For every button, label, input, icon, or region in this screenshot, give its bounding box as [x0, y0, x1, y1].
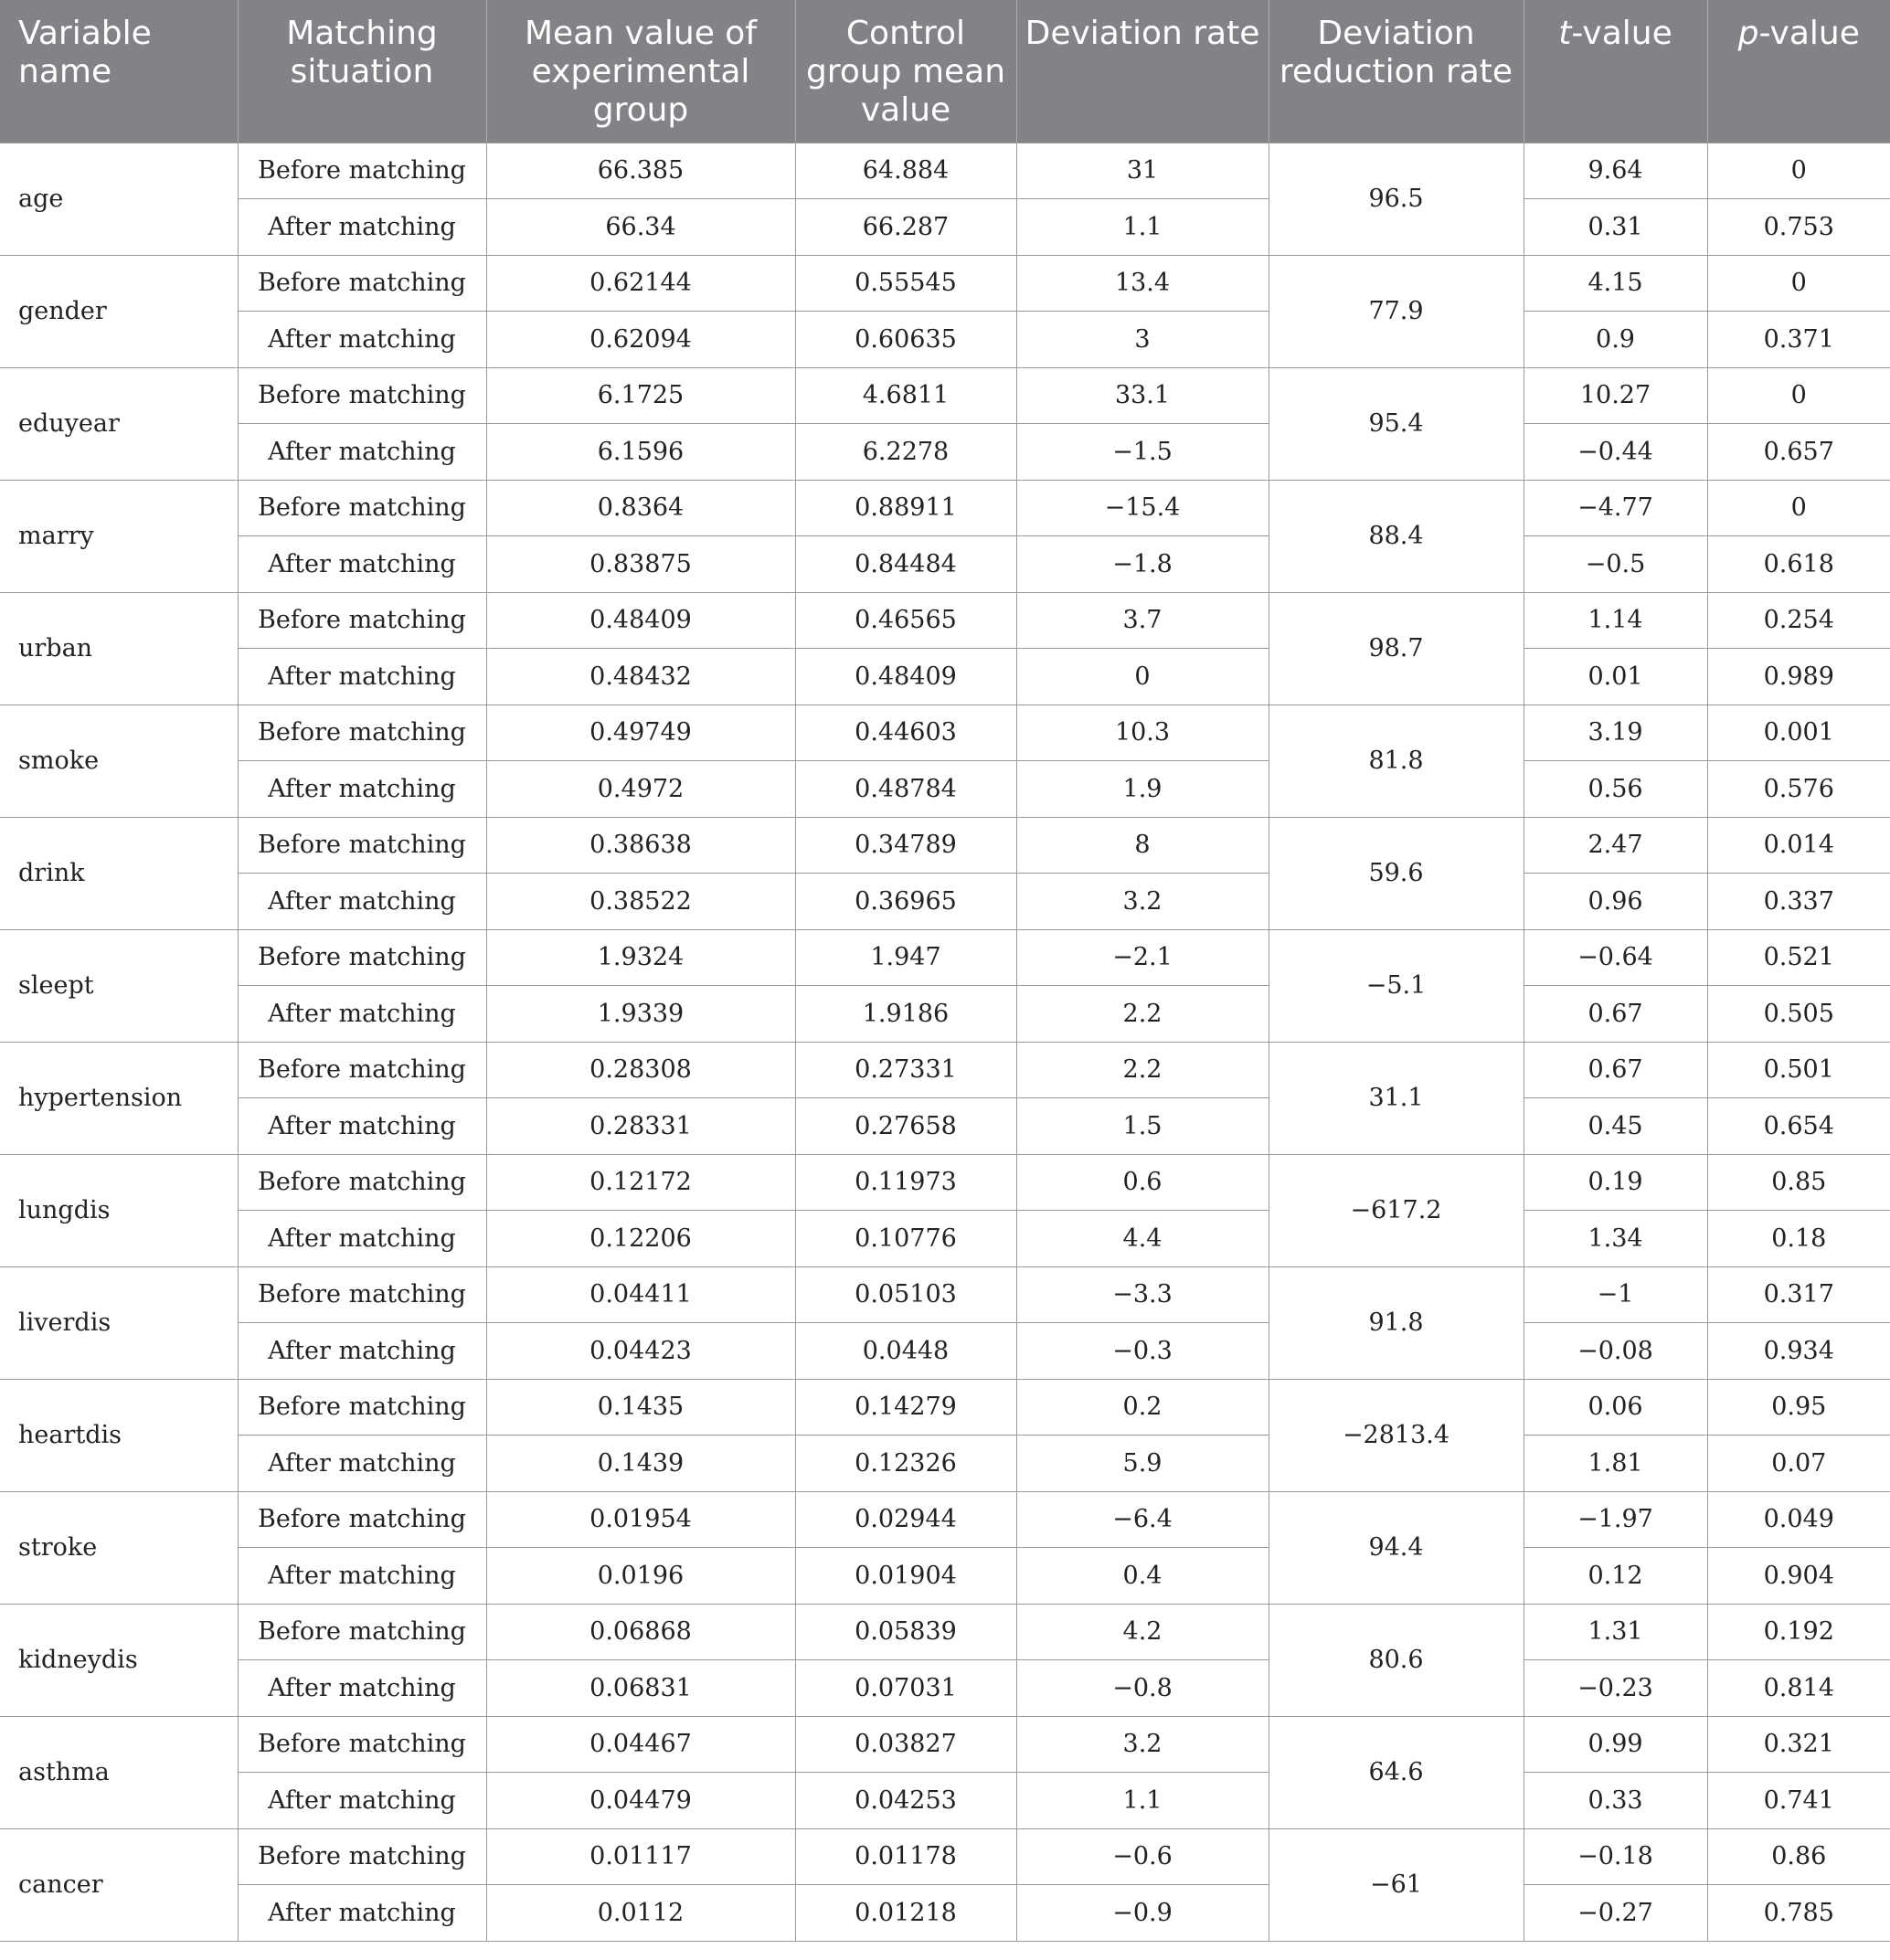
table-row	[0, 1716, 1890, 1773]
p-value-cell: 0.654	[1707, 1098, 1890, 1155]
deviation-rate-cell: −0.8	[1016, 1660, 1269, 1717]
deviation-rate-cell: 1.5	[1016, 1098, 1269, 1155]
t-value-cell: 1.14	[1524, 592, 1707, 649]
matching-situation-cell: After matching	[238, 536, 486, 593]
matching-situation-cell: After matching	[238, 1660, 486, 1717]
control-mean-cell: 0.36965	[795, 874, 1016, 930]
t-value-cell: 2.47	[1524, 817, 1707, 874]
header-mean-experimental: Mean value of experimental group	[486, 0, 795, 143]
header-mean-control: Control group mean value	[795, 0, 1016, 143]
deviation-rate-cell: 3	[1016, 312, 1269, 368]
p-value-cell: 0.521	[1707, 929, 1890, 986]
p-value-cell: 0.814	[1707, 1660, 1890, 1717]
deviation-rate-cell: 10.3	[1016, 705, 1269, 761]
t-value-cell: −0.23	[1524, 1660, 1707, 1717]
header-p-suffix: -value	[1758, 15, 1860, 52]
control-mean-cell: 0.55545	[795, 255, 1016, 312]
p-value-cell: 0.014	[1707, 817, 1890, 874]
table-row	[0, 424, 1890, 481]
matching-situation-cell: After matching	[238, 649, 486, 705]
deviation-reduction-cell: 91.8	[1269, 1266, 1524, 1379]
table-row	[0, 1098, 1890, 1155]
table-row	[0, 255, 1890, 312]
t-value-cell: 0.9	[1524, 312, 1707, 368]
variable-name-cell: liverdis	[0, 1266, 238, 1379]
deviation-reduction-cell: 59.6	[1269, 817, 1524, 929]
control-mean-cell: 4.6811	[795, 367, 1016, 424]
p-value-cell: 0.505	[1707, 986, 1890, 1043]
p-value-cell: 0.254	[1707, 592, 1890, 649]
deviation-reduction-cell: 81.8	[1269, 705, 1524, 817]
p-value-cell: 0.86	[1707, 1828, 1890, 1885]
control-mean-cell: 0.48784	[795, 761, 1016, 818]
experimental-mean-cell: 0.0112	[486, 1885, 795, 1942]
experimental-mean-cell: 0.38522	[486, 874, 795, 930]
variable-name-cell: marry	[0, 480, 238, 592]
matching-situation-cell: Before matching	[238, 817, 486, 874]
experimental-mean-cell: 0.1439	[486, 1436, 795, 1492]
header-p-value	[1707, 0, 1890, 143]
t-value-cell: −0.44	[1524, 424, 1707, 481]
deviation-rate-cell: 13.4	[1016, 255, 1269, 312]
variable-name-cell: heartdis	[0, 1379, 238, 1491]
matching-situation-cell: After matching	[238, 1885, 486, 1942]
matching-situation-cell: After matching	[238, 1773, 486, 1829]
control-mean-cell: 0.46565	[795, 592, 1016, 649]
control-mean-cell: 0.88911	[795, 480, 1016, 536]
deviation-reduction-cell: 95.4	[1269, 367, 1524, 480]
t-value-cell: 0.67	[1524, 986, 1707, 1043]
deviation-reduction-cell: 31.1	[1269, 1042, 1524, 1154]
t-value-cell: 0.33	[1524, 1773, 1707, 1829]
deviation-reduction-cell: −61	[1269, 1828, 1524, 1941]
control-mean-cell: 0.05103	[795, 1266, 1016, 1323]
p-value-cell: 0.95	[1707, 1379, 1890, 1436]
control-mean-cell: 1.947	[795, 929, 1016, 986]
control-mean-cell: 0.48409	[795, 649, 1016, 705]
control-mean-cell: 0.27331	[795, 1042, 1016, 1098]
deviation-rate-cell: 1.1	[1016, 1773, 1269, 1829]
experimental-mean-cell: 0.48409	[486, 592, 795, 649]
experimental-mean-cell: 66.34	[486, 199, 795, 256]
p-value-cell: 0.657	[1707, 424, 1890, 481]
matching-situation-cell: Before matching	[238, 367, 486, 424]
deviation-rate-cell: 3.2	[1016, 874, 1269, 930]
p-value-cell: 0.001	[1707, 705, 1890, 761]
t-value-cell: 0.19	[1524, 1154, 1707, 1211]
p-value-cell: 0.18	[1707, 1211, 1890, 1267]
t-value-cell: 0.45	[1524, 1098, 1707, 1155]
experimental-mean-cell: 0.28331	[486, 1098, 795, 1155]
table-row	[0, 480, 1890, 536]
t-value-cell: 0.06	[1524, 1379, 1707, 1436]
control-mean-cell: 0.02944	[795, 1491, 1016, 1548]
t-value-cell: −0.08	[1524, 1323, 1707, 1380]
t-value-cell: 3.19	[1524, 705, 1707, 761]
p-value-cell: 0.049	[1707, 1491, 1890, 1548]
deviation-reduction-cell: 94.4	[1269, 1491, 1524, 1604]
table-row	[0, 817, 1890, 874]
control-mean-cell: 0.60635	[795, 312, 1016, 368]
experimental-mean-cell: 0.48432	[486, 649, 795, 705]
t-value-cell: 0.99	[1524, 1716, 1707, 1773]
experimental-mean-cell: 1.9324	[486, 929, 795, 986]
variable-name-cell: hypertension	[0, 1042, 238, 1154]
variable-name-cell: gender	[0, 255, 238, 367]
deviation-rate-cell: 31	[1016, 143, 1269, 199]
control-mean-cell: 0.0448	[795, 1323, 1016, 1380]
t-value-cell: −0.18	[1524, 1828, 1707, 1885]
header-deviation-rate: Deviation rate	[1016, 0, 1269, 143]
control-mean-cell: 0.10776	[795, 1211, 1016, 1267]
header-matching-situation: Matching situation	[238, 0, 486, 143]
p-value-cell: 0.85	[1707, 1154, 1890, 1211]
table-row	[0, 1828, 1890, 1885]
p-value-cell: 0	[1707, 255, 1890, 312]
experimental-mean-cell: 0.0196	[486, 1548, 795, 1605]
table-row	[0, 1042, 1890, 1098]
p-value-cell: 0.07	[1707, 1436, 1890, 1492]
variable-name-cell: cancer	[0, 1828, 238, 1941]
deviation-rate-cell: 2.2	[1016, 1042, 1269, 1098]
t-value-cell: 10.27	[1524, 367, 1707, 424]
variable-name-cell: eduyear	[0, 367, 238, 480]
variable-name-cell: lungdis	[0, 1154, 238, 1266]
experimental-mean-cell: 1.9339	[486, 986, 795, 1043]
header-p-letter: p	[1737, 15, 1759, 52]
control-mean-cell: 0.01904	[795, 1548, 1016, 1605]
t-value-cell: −1	[1524, 1266, 1707, 1323]
table-row	[0, 986, 1890, 1043]
experimental-mean-cell: 0.04479	[486, 1773, 795, 1829]
table-row	[0, 312, 1890, 368]
matching-situation-cell: Before matching	[238, 705, 486, 761]
control-mean-cell: 0.14279	[795, 1379, 1016, 1436]
deviation-reduction-cell: −617.2	[1269, 1154, 1524, 1266]
t-value-cell: 1.81	[1524, 1436, 1707, 1492]
table-row	[0, 1548, 1890, 1605]
deviation-rate-cell: −0.9	[1016, 1885, 1269, 1942]
matching-situation-cell: Before matching	[238, 480, 486, 536]
deviation-rate-cell: 0	[1016, 649, 1269, 705]
t-value-cell: 0.31	[1524, 199, 1707, 256]
control-mean-cell: 1.9186	[795, 986, 1016, 1043]
t-value-cell: −1.97	[1524, 1491, 1707, 1548]
matching-situation-cell: After matching	[238, 1098, 486, 1155]
matching-situation-cell: After matching	[238, 424, 486, 481]
experimental-mean-cell: 0.12206	[486, 1211, 795, 1267]
matching-situation-cell: Before matching	[238, 1154, 486, 1211]
matching-situation-cell: Before matching	[238, 1042, 486, 1098]
deviation-reduction-cell: 98.7	[1269, 592, 1524, 705]
table-row	[0, 1436, 1890, 1492]
experimental-mean-cell: 0.04423	[486, 1323, 795, 1380]
t-value-cell: 0.67	[1524, 1042, 1707, 1098]
control-mean-cell: 0.12326	[795, 1436, 1016, 1492]
table-row	[0, 929, 1890, 986]
header-t-suffix: -value	[1571, 15, 1672, 52]
table-row	[0, 143, 1890, 199]
table-row	[0, 1154, 1890, 1211]
matching-situation-cell: After matching	[238, 312, 486, 368]
matching-situation-cell: Before matching	[238, 1604, 486, 1660]
deviation-rate-cell: 8	[1016, 817, 1269, 874]
header-t-letter: t	[1558, 15, 1572, 52]
table-row	[0, 1604, 1890, 1660]
table-row	[0, 705, 1890, 761]
matching-situation-cell: After matching	[238, 874, 486, 930]
deviation-rate-cell: 3.7	[1016, 592, 1269, 649]
p-value-cell: 0.753	[1707, 199, 1890, 256]
p-value-cell: 0.934	[1707, 1323, 1890, 1380]
t-value-cell: 1.34	[1524, 1211, 1707, 1267]
p-value-cell: 0.321	[1707, 1716, 1890, 1773]
p-value-cell: 0.371	[1707, 312, 1890, 368]
header-row	[0, 0, 1890, 143]
deviation-rate-cell: 0.4	[1016, 1548, 1269, 1605]
matching-situation-cell: Before matching	[238, 143, 486, 199]
experimental-mean-cell: 66.385	[486, 143, 795, 199]
variable-name-cell: urban	[0, 592, 238, 705]
control-mean-cell: 0.44603	[795, 705, 1016, 761]
deviation-rate-cell: 1.1	[1016, 199, 1269, 256]
experimental-mean-cell: 0.12172	[486, 1154, 795, 1211]
p-value-cell: 0.741	[1707, 1773, 1890, 1829]
control-mean-cell: 0.34789	[795, 817, 1016, 874]
header-deviation-reduction-rate: Deviation reduction rate	[1269, 0, 1524, 143]
variable-name-cell: age	[0, 143, 238, 255]
t-value-cell: 9.64	[1524, 143, 1707, 199]
control-mean-cell: 0.11973	[795, 1154, 1016, 1211]
deviation-reduction-cell: 77.9	[1269, 255, 1524, 367]
variable-name-cell: stroke	[0, 1491, 238, 1604]
p-value-cell: 0.785	[1707, 1885, 1890, 1942]
experimental-mean-cell: 0.8364	[486, 480, 795, 536]
deviation-reduction-cell: 96.5	[1269, 143, 1524, 255]
p-value-cell: 0.501	[1707, 1042, 1890, 1098]
deviation-rate-cell: −0.6	[1016, 1828, 1269, 1885]
experimental-mean-cell: 0.1435	[486, 1379, 795, 1436]
table-row	[0, 1491, 1890, 1548]
deviation-rate-cell: −2.1	[1016, 929, 1269, 986]
p-value-cell: 0	[1707, 367, 1890, 424]
control-mean-cell: 0.03827	[795, 1716, 1016, 1773]
header-variable-name: Variable name	[0, 0, 238, 143]
p-value-cell: 0.618	[1707, 536, 1890, 593]
matching-situation-cell: Before matching	[238, 1491, 486, 1548]
table-row	[0, 1211, 1890, 1267]
deviation-reduction-cell: 80.6	[1269, 1604, 1524, 1716]
experimental-mean-cell: 0.04411	[486, 1266, 795, 1323]
control-mean-cell: 0.01178	[795, 1828, 1016, 1885]
matching-situation-cell: Before matching	[238, 1266, 486, 1323]
experimental-mean-cell: 0.62144	[486, 255, 795, 312]
table-row	[0, 1660, 1890, 1717]
matching-situation-cell: After matching	[238, 1436, 486, 1492]
experimental-mean-cell: 0.38638	[486, 817, 795, 874]
table-header	[0, 0, 1890, 143]
experimental-mean-cell: 0.83875	[486, 536, 795, 593]
table-row	[0, 592, 1890, 649]
experimental-mean-cell: 0.49749	[486, 705, 795, 761]
matching-situation-cell: After matching	[238, 1323, 486, 1380]
deviation-rate-cell: −0.3	[1016, 1323, 1269, 1380]
deviation-reduction-cell: −2813.4	[1269, 1379, 1524, 1491]
deviation-rate-cell: −15.4	[1016, 480, 1269, 536]
experimental-mean-cell: 0.06868	[486, 1604, 795, 1660]
deviation-rate-cell: 2.2	[1016, 986, 1269, 1043]
table-body	[0, 143, 1890, 1941]
deviation-rate-cell: 0.2	[1016, 1379, 1269, 1436]
deviation-rate-cell: −6.4	[1016, 1491, 1269, 1548]
table-row	[0, 1323, 1890, 1380]
t-value-cell: 4.15	[1524, 255, 1707, 312]
table-row	[0, 1773, 1890, 1829]
p-value-cell: 0.317	[1707, 1266, 1890, 1323]
p-value-cell: 0.576	[1707, 761, 1890, 818]
control-mean-cell: 0.04253	[795, 1773, 1016, 1829]
table-row	[0, 761, 1890, 818]
experimental-mean-cell: 0.06831	[486, 1660, 795, 1717]
deviation-reduction-cell: 64.6	[1269, 1716, 1524, 1828]
experimental-mean-cell: 0.4972	[486, 761, 795, 818]
deviation-rate-cell: 4.2	[1016, 1604, 1269, 1660]
matching-situation-cell: Before matching	[238, 1379, 486, 1436]
control-mean-cell: 6.2278	[795, 424, 1016, 481]
t-value-cell: 0.12	[1524, 1548, 1707, 1605]
experimental-mean-cell: 6.1596	[486, 424, 795, 481]
t-value-cell: −0.27	[1524, 1885, 1707, 1942]
variable-name-cell: smoke	[0, 705, 238, 817]
matching-situation-cell: After matching	[238, 1548, 486, 1605]
table-row	[0, 1266, 1890, 1323]
control-mean-cell: 64.884	[795, 143, 1016, 199]
matching-situation-cell: Before matching	[238, 255, 486, 312]
p-value-cell: 0.904	[1707, 1548, 1890, 1605]
t-value-cell: −0.64	[1524, 929, 1707, 986]
deviation-rate-cell: 5.9	[1016, 1436, 1269, 1492]
deviation-reduction-cell: 88.4	[1269, 480, 1524, 592]
experimental-mean-cell: 0.01117	[486, 1828, 795, 1885]
experimental-mean-cell: 0.62094	[486, 312, 795, 368]
p-value-cell: 0	[1707, 480, 1890, 536]
deviation-rate-cell: −1.5	[1016, 424, 1269, 481]
p-value-cell: 0.989	[1707, 649, 1890, 705]
p-value-cell: 0	[1707, 143, 1890, 199]
control-mean-cell: 0.05839	[795, 1604, 1016, 1660]
variable-name-cell: asthma	[0, 1716, 238, 1828]
p-value-cell: 0.337	[1707, 874, 1890, 930]
matching-situation-cell: Before matching	[238, 592, 486, 649]
table-row	[0, 199, 1890, 256]
control-mean-cell: 66.287	[795, 199, 1016, 256]
control-mean-cell: 0.84484	[795, 536, 1016, 593]
variable-name-cell: drink	[0, 817, 238, 929]
table-row	[0, 367, 1890, 424]
control-mean-cell: 0.07031	[795, 1660, 1016, 1717]
table-row	[0, 874, 1890, 930]
matching-situation-cell: Before matching	[238, 1716, 486, 1773]
table-row	[0, 1379, 1890, 1436]
deviation-rate-cell: −1.8	[1016, 536, 1269, 593]
deviation-rate-cell: 33.1	[1016, 367, 1269, 424]
control-mean-cell: 0.27658	[795, 1098, 1016, 1155]
t-value-cell: 0.96	[1524, 874, 1707, 930]
t-value-cell: −0.5	[1524, 536, 1707, 593]
variable-name-cell: kidneydis	[0, 1604, 238, 1716]
matching-situation-cell: After matching	[238, 986, 486, 1043]
t-value-cell: −4.77	[1524, 480, 1707, 536]
control-mean-cell: 0.01218	[795, 1885, 1016, 1942]
matching-situation-cell: After matching	[238, 1211, 486, 1267]
table-row	[0, 649, 1890, 705]
experimental-mean-cell: 6.1725	[486, 367, 795, 424]
deviation-rate-cell: 1.9	[1016, 761, 1269, 818]
header-t-value	[1524, 0, 1707, 143]
t-value-cell: 1.31	[1524, 1604, 1707, 1660]
deviation-rate-cell: −3.3	[1016, 1266, 1269, 1323]
t-value-cell: 0.56	[1524, 761, 1707, 818]
experimental-mean-cell: 0.04467	[486, 1716, 795, 1773]
matching-situation-cell: Before matching	[238, 929, 486, 986]
variable-name-cell: sleept	[0, 929, 238, 1042]
matching-situation-cell: After matching	[238, 761, 486, 818]
deviation-rate-cell: 3.2	[1016, 1716, 1269, 1773]
p-value-cell: 0.192	[1707, 1604, 1890, 1660]
table-row	[0, 536, 1890, 593]
deviation-rate-cell: 0.6	[1016, 1154, 1269, 1211]
deviation-reduction-cell: −5.1	[1269, 929, 1524, 1042]
deviation-rate-cell: 4.4	[1016, 1211, 1269, 1267]
table-row	[0, 1885, 1890, 1942]
matching-situation-cell: Before matching	[238, 1828, 486, 1885]
experimental-mean-cell: 0.28308	[486, 1042, 795, 1098]
experimental-mean-cell: 0.01954	[486, 1491, 795, 1548]
t-value-cell: 0.01	[1524, 649, 1707, 705]
matching-situation-cell: After matching	[238, 199, 486, 256]
